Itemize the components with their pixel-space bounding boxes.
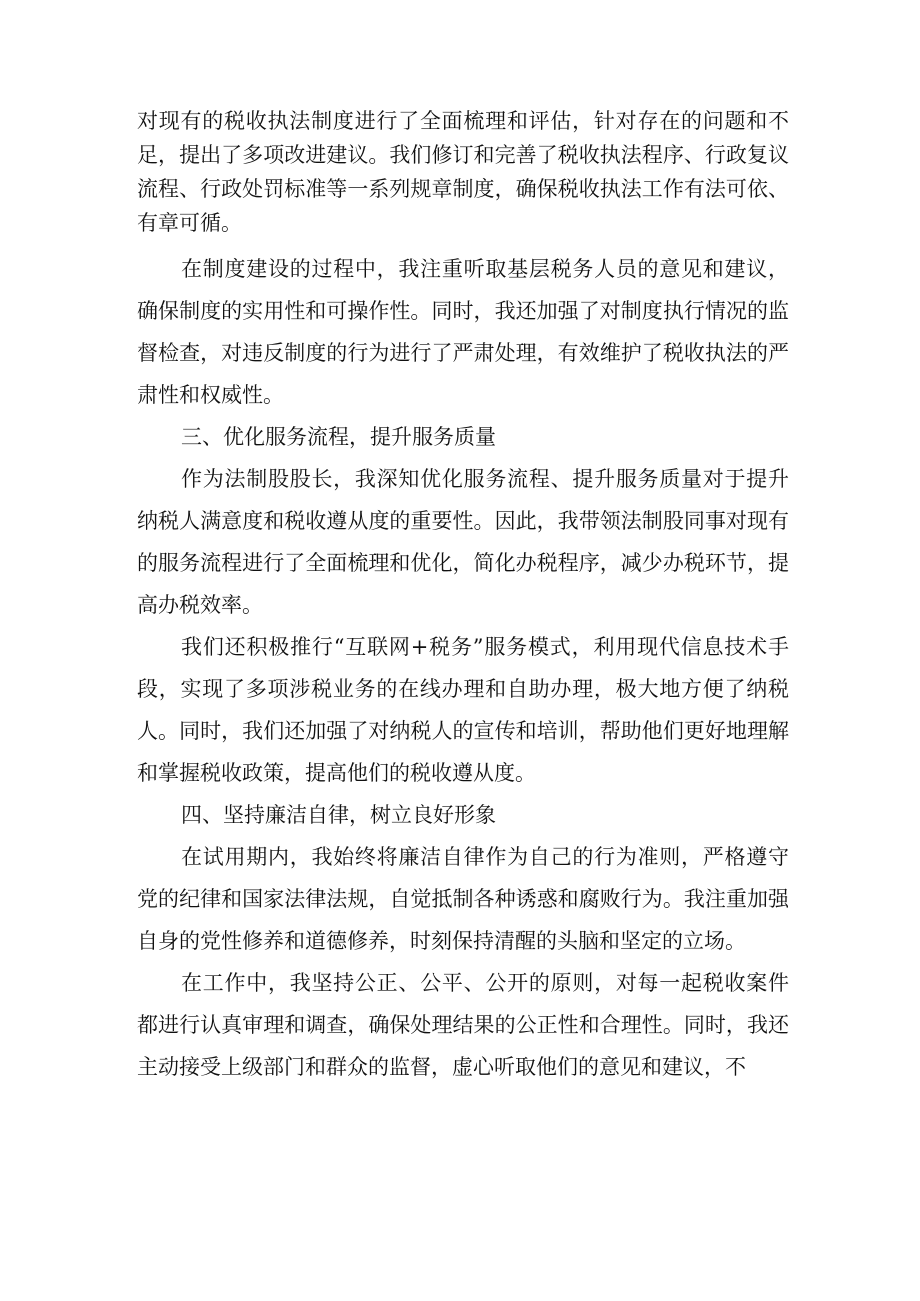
paragraph-internet-tax: 我们还积极推行“互联网+税务”服务模式，利用现代信息技术手段，实现了多项涉税业务的在线办理和自助办理，极大地方便了纳税人。同时，我们还加强了对纳税人的宣传和培训，帮助他们更好地理解和掌握税收政策，提高他们的税收遵从度。 xyxy=(137,635,789,785)
paragraph-system-building: 在制度建设的过程中，我注重听取基层税务人员的意见和建议，确保制度的实用性和可操作性。同时，我还加强了对制度执行情况的监督检查，对违反制度的行为进行了严肃处理，有效维护了税收执法的严肃性和权威性。 xyxy=(137,257,789,407)
document-body xyxy=(137,104,789,1088)
paragraph-continued: 对现有的税收执法制度进行了全面梳理和评估，针对存在的问题和不足，提出了多项改进建议。我们修订和完善了税收执法程序、行政复议流程、行政处罚标准等一系列规章制度，确保税收执法工作有法可依、有章可循。 xyxy=(137,109,789,235)
paragraph-fairness: 在工作中，我坚持公正、公平、公开的原则，对每一起税收案件都进行认真审理和调查，确保处理结果的公正性和合理性。同时，我还主动接受上级部门和群众的监督，虚心听取他们的意见和建议，不 xyxy=(137,971,789,1079)
paragraph-integrity: 在试用期内，我始终将廉洁自律作为自己的行为准则，严格遵守党的纪律和国家法律法规，自觉抵制各种诱惑和腐败行为。我注重加强自身的党性修养和道德修养，时刻保持清醒的头脑和坚定的立场。 xyxy=(137,845,789,953)
paragraph-service-optimization: 作为法制股股长，我深知优化服务流程、提升服务质量对于提升纳税人满意度和税收遵从度的重要性。因此，我带领法制股同事对现有的服务流程进行了全面梳理和优化，简化办税程序，减少办税环节，提高办税效率。 xyxy=(137,467,789,617)
section-heading-3: 三、优化服务流程，提升服务质量 xyxy=(181,425,496,449)
section-heading-4: 四、坚持廉洁自律，树立良好形象 xyxy=(181,803,496,827)
